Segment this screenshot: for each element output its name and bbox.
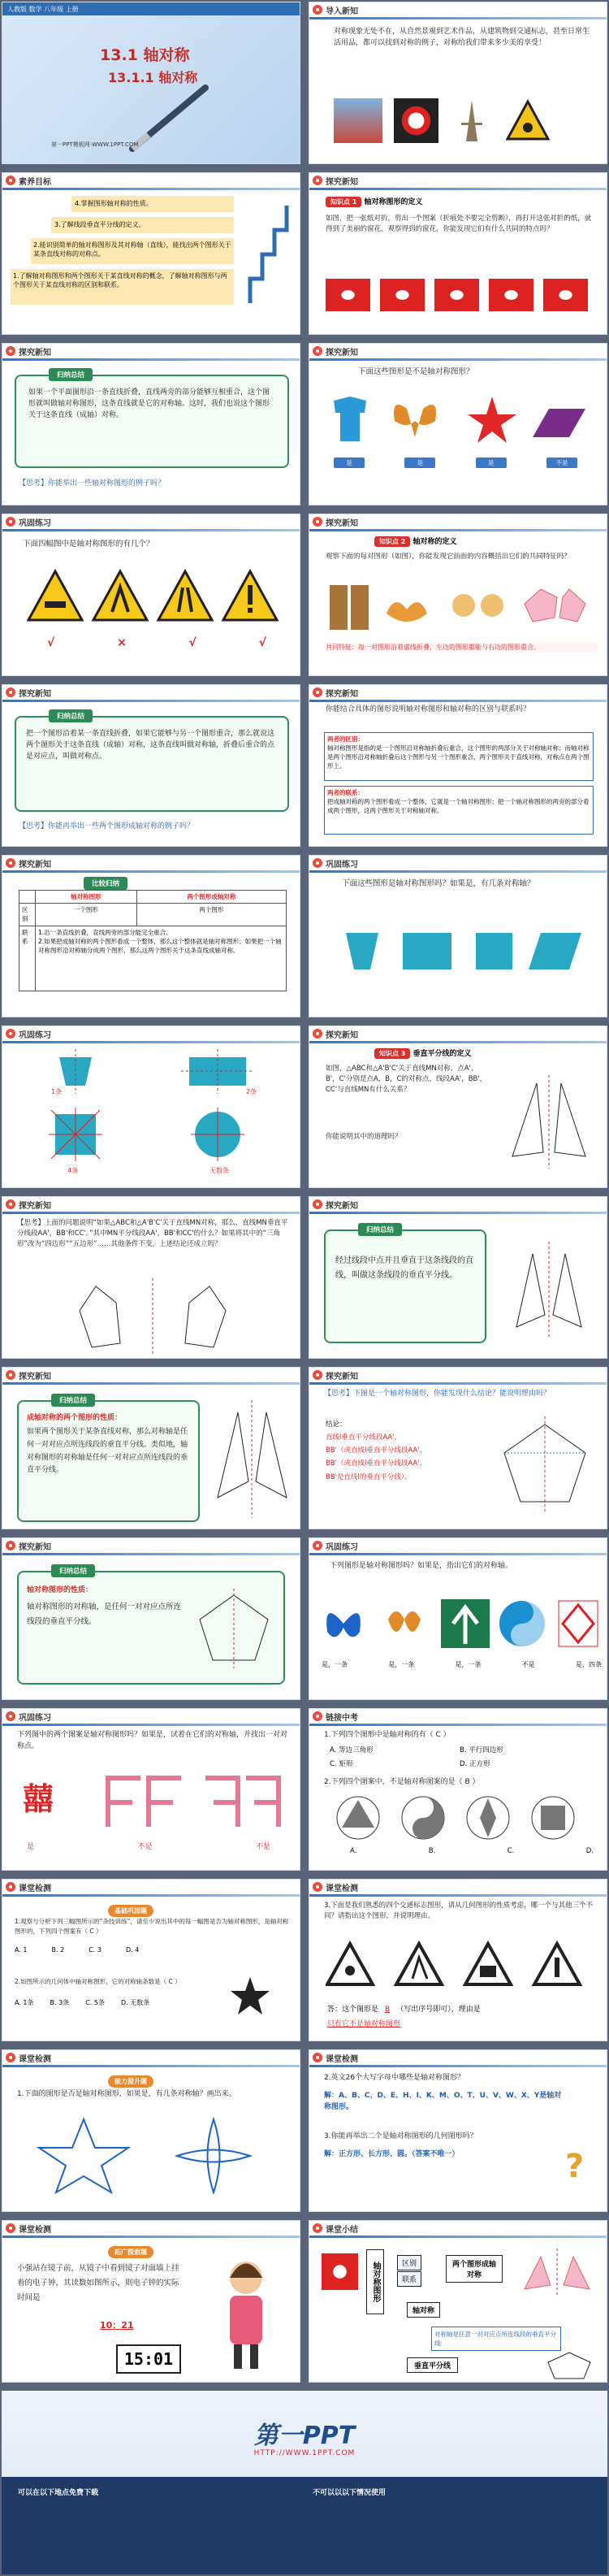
double-happiness-character: 囍 [23, 1781, 54, 1817]
question: 下列图中的两个图案是轴对称图形吗？如果是，试着在它们的对称轴，并找出一对对称点。 [17, 1731, 288, 1750]
tiananmen-image [334, 98, 382, 143]
answer-line: 答：这个图形是 B （写出序号即可），理由是 [327, 2006, 481, 2014]
node-axial-symmetry: 轴对称 [407, 2302, 440, 2318]
s13-slide: 探究新知 知识点 3 垂直平分线的定义 如图，△ABC和△A'B'C'关于直线MN对称，点A'，B'，C'分别是点A，B，C的对称点，线段AA'，BB'，CC'与直线MN有什么关系？ 你能说明其中的道理吗？ [309, 1026, 607, 1188]
letter-pairs [100, 1770, 287, 1835]
s16-slide: 探究新知 归纳总结 成轴对称的两个图形的性质： 如果两个图形关于某条直线对称，那么对称轴是任何一对对应点所连线段的垂直平分线。类似地，轴对称图形的对称轴是任何一对对应点所连线段的垂直平分线。 [2, 1367, 300, 1529]
mirror-triangles [496, 1075, 602, 1173]
q2: 2.英文26个大写字母中哪些是轴对称图形？ [324, 2074, 465, 2082]
summary-text: 如果两个图形关于某条直线对称，那么对称轴是任何一对对应点所连线段的垂直平分线。类似地，轴对称图形的对称轴是任何一对对应点所连线段的垂直平分线。 [27, 1428, 188, 1475]
summary-box [324, 1226, 486, 1343]
summary-text: 如果一个平面图形沿一条直线折叠，直线两旁的部分能够互相重合，这个图形就叫做轴对称图形，这条直线就是它的对称轴。这时，我们也说这个图形关于这条直线（成轴）对称。 [28, 388, 270, 419]
q2-options: A. 1条 B. 3条 C. 5条 D. 无数条 [15, 1999, 150, 2006]
summary-box [17, 1397, 200, 1522]
think-prompt: 【思考】你能举出一些轴对称图形的例子吗？ [19, 479, 166, 488]
question: 3.下面是我们熟悉的四个交通标志图形，请从几何图形的性质考虑，哪一个与其他三个不同？请指出这个图形，并说明理由。 [324, 1902, 594, 1921]
paired-figures [326, 581, 594, 638]
eiffel-tower-image [450, 98, 495, 143]
footer-col-1: 可以在以下地点免费下载 [18, 2489, 99, 2497]
question: 你能结合具体的图形说明轴对称图形和轴对称的区别与联系吗？ [326, 705, 531, 713]
goal-3: 3.了解线段垂直平分线的定义。 [51, 217, 234, 233]
k3-text: 如图，△ABC和△A'B'C'关于直线MN对称，点A'，B'，C'分别是点A，B，C的对称点，线段AA'，BB'，CC'与直线MN有什么关系？ [326, 1065, 487, 1095]
s22-slide: 课堂检测 基础巩固题 1.观察与分析下列三幅图所示的“杂技训练”，请至少说出其中的每一幅图是否为轴对称图形，是轴对称图形的，下列四个图案有（ C ） A. 1 B. 2 C. 3 D. 4 2.如图所示的几何体中轴对称图形，它的对称轴条数是（ C ） A. 1条 B. 3条 C. 5条 D. 无数条 [2, 1879, 300, 2041]
s27-slide: 课堂小结 轴对称图形 区别 联系 两个图形成轴对称 轴对称 对称轴是任意一对对应点所连线段的垂直平分线 垂直平分线 [309, 2220, 607, 2383]
k2-note: 共同特征：每一对图形沿着虚线折叠，左边的图形都能与右边的图形重合。 [326, 643, 598, 653]
summary-box [17, 1568, 285, 1685]
summary-box [15, 713, 289, 812]
girl-illustration [205, 2253, 287, 2375]
goal-2: 2.能识别简单的轴对称图形及其对称轴（直线），能找出两个图形关于某条直线对称的对称点。 [31, 238, 234, 264]
shapes-row [326, 392, 594, 449]
relation-box: 两者的联系： 把成轴对称的两个图形看成一个整体，它就是一个轴对称图形；把一个轴对称图形的两旁的部分看成两个图形，这两个图形关于对称轴对称。 [324, 786, 594, 835]
compare-table: 轴对称图形 两个图形成轴对称 区别 一个图形 两个图形 联系 1.沿一条直线折叠，直线两旁的部分能完全重合。 2.如果把成轴对称的两个图形看成一个整体，那么这个整体就是轴对称图形；如果把一个轴对称图形沿对称轴分成两个图形，那么这两个图形关于这条直线成轴对称。 [19, 890, 287, 991]
level-tag: 拓广探索题 [108, 2242, 153, 2258]
mirror-figure [209, 1400, 295, 1522]
summary-text: 经过线段中点并且垂直于这条线段的直线，叫做这条线段的垂直平分线。 [335, 1256, 473, 1280]
k2-text: 观察下面的每对图形（如图），你能发现它前面的内容概括出它们的共同特征吗？ [326, 553, 571, 561]
summary-title: 轴对称图形的性质： [27, 1586, 93, 1594]
traffic-signs [27, 567, 287, 628]
k2-title-row: 知识点 2 轴对称的定义 [374, 536, 457, 547]
label-4: 无数条 [209, 1167, 229, 1174]
cover-slide [2, 2, 300, 164]
a3: 解：正方形、长方形、圆。（答案不唯一） [324, 2150, 460, 2158]
s26-slide: 课堂检测 拓广探索题 小强站在镜子前，从镜子中看到镜子对面墙上挂着的电子钟，其读数如图所示，则电子钟的实际时间是 10：21 15:01 [2, 2220, 300, 2383]
compare-tag: 比较归纳 [84, 877, 127, 890]
intro-heading: 导入新知 [309, 2, 358, 17]
question: 下面四幅图中是轴对称图形的有几个？ [23, 540, 154, 549]
question-mark-icon: ? [565, 2148, 585, 2185]
question: 1.下面的图形是否是轴对称图形，如果是，有几条对称轴？画出来。 [17, 2090, 236, 2098]
node-bisector: 垂直平分线 [407, 2357, 458, 2373]
stairs-arrow-icon [246, 197, 295, 311]
s17-slide: 探究新知 【思考】下图是一个轴对称图形，你能发现什么结论？能说明理由吗？ 结论： 直线l垂直平分线段AA'， BB'（或直线l垂直平分线段AA'， BB'（或直线l垂直平分线段AA'， BB'是直线l的垂直平分线）。 [309, 1367, 607, 1529]
mirror-figure [516, 2249, 598, 2297]
mirror-polygons [59, 1278, 246, 1355]
level-tag: 基础巩固题 [108, 1901, 153, 1917]
footer-url: HTTP://WWW.1PPT.COM [253, 2449, 356, 2457]
pentagon-icon [545, 2351, 594, 2380]
question: 下面这些图形是轴对称图形吗？如果是，有几条对称轴？ [342, 879, 535, 888]
symmetry-axes-figures [43, 1049, 270, 1171]
think-text: 【思考】上面的问题说明“如果△ABC和△A'B'C'关于直线MN对称，那么，直线MN垂直平分线段AA'，BB'和CC'。”其中MN平分线段AA'，BB'和CC'的什么？如果将其中的“三角形”改为“四边形”“五边形”……其他条件不变，上述结论还成立吗？ [17, 1219, 288, 1249]
q2-figures [334, 1793, 594, 1842]
summary-tag: 归纳总结 [49, 709, 93, 722]
center-node: 轴对称图形 [366, 2249, 384, 2314]
intro-slide [309, 2, 607, 164]
s14-slide: 探究新知 【思考】上面的问题说明“如果△ABC和△A'B'C'关于直线MN对称，那么，直线MN垂直平分线段AA'，BB'和CC'。”其中MN平分线段AA'，BB'和CC'的什么？如果将其中的“三角形”改为“四边形”“五边形”……其他条件不变，上述结论还成立吗？ [2, 1196, 300, 1359]
opera-mask-image [394, 98, 438, 143]
level-tag: 能力提升题 [108, 2071, 153, 2088]
k1-heading: 探究新知 [309, 173, 358, 188]
q3: 3.你能再举出二个是轴对称图形的几何图形吗？ [324, 2132, 477, 2140]
footer-info [2, 2477, 607, 2574]
footer [2, 2391, 607, 2574]
k1-text: 如图，把一张纸对折，剪出一个图案（折痕处不要完全剪断），再打开这张对折的纸，就得到了美丽的窗花。观察得到的窗花，你能发现它们有什么共同的特点吗？ [326, 215, 592, 234]
cover-site: 第一PPT模板网-WWW.1PPT.COM [51, 141, 139, 148]
answer-labels: 是，一条 是，一条 是，一条 不是 是，四条 [322, 1661, 602, 1668]
cover-badge: 人教版 数学 八年级 上册 [2, 2, 300, 15]
s24-slide: 课堂检测 能力提升题 1.下面的图形是否是轴对称图形，如果是，有几条对称轴？画出来。 [2, 2049, 300, 2212]
summary-title: 成轴对称的两个图形的性质： [27, 1414, 123, 1422]
s6-slide: 探究新知 知识点 2 轴对称的定义 观察下面的每对图形（如图），你能发现它前面的内容概括出它们的共同特征吗？ 共同特征：每一对图形沿着虚线折叠，左边的图形都能与右边的图形重合。 [309, 514, 607, 676]
s10-slide: 探究新知 比较归纳 轴对称图形 两个图形成轴对称 区别 一个图形 两个图形 联系 1.沿一条直线折叠，直线两旁的部分能完全重合。 2.如果把成轴对称的两个图形看成一个整体，那么这个整体就是轴对称图形；如果把一个轴对称图形沿对称轴分成两个图形，那么这两个图形关于这条直线成轴对称。 [2, 855, 300, 1017]
node-relation: 联系 [397, 2271, 421, 2287]
s5-slide: 探究新知 归纳总结 如果一个平面图形沿一条直线折叠，直线两旁的部分能够互相重合，这个图形就叫做轴对称图形，这条直线就是它的对称轴。这时，我们也说这个图形关于这条直线（成轴）对称。 【思考】你能举出一些轴对称图形的例子吗？ [2, 343, 300, 505]
a2: 解：A、B、C、D、E、H、I、K、M、O、T、U、V、W、X、Y是轴对称图形。 [324, 2092, 562, 2111]
s11-slide: 巩固练习 下面这些图形是轴对称图形吗？如果是，有几条对称轴？ [309, 855, 607, 1017]
window-flower-image [322, 2253, 358, 2290]
shapes-row [334, 929, 594, 978]
difference-box: 两者的区别： 轴对称图形是指的是一个图形沿对称轴折叠后重合，这个图形的两部分关于对称轴对称；而轴对称是两个图形沿对称轴折叠后这个图形与另一个图形重合，两个图形关于直线对称，对称点在两个图形上。 [324, 732, 594, 781]
summary-tag: 归纳总结 [358, 1223, 402, 1236]
q1: 1.观察与分析下列三幅图所示的“杂技训练”，请至少说出其中的每一幅图是否为轴对称图形，是轴对称图形的，下列四个图案有（ C ） [15, 1918, 289, 1935]
k3-question: 你能说明其中的道理吗？ [326, 1133, 402, 1141]
window-flower-4 [489, 279, 533, 311]
k1-title-row: 知识点 1 轴对称图形的定义 [326, 196, 423, 207]
s20-slide: 巩固练习 下列图中的两个图案是轴对称图形吗？如果是，试着在它们的对称轴，并找出一对对称点。 囍 是 不是 不是 [2, 1708, 300, 1871]
think-prompt: 【思考】你能再举出一些两个图形成轴对称的例子吗？ [19, 822, 195, 830]
footer-logo: 第一PPT [253, 2422, 356, 2450]
node-property: 对称轴是任意一对对应点所连线段的垂直平分线 [431, 2327, 561, 2351]
goal-4: 4.掌握图形轴对称的性质。 [71, 196, 234, 212]
summary-text: 轴对称图形的对称轴，是任何一对对应点所连线段的垂直平分线。 [27, 1602, 182, 1626]
answer-labels: 是 是 是 不是 [334, 458, 577, 468]
label-3: 4条 [67, 1167, 79, 1174]
s12-slide: 巩固练习 1条 2条 4条 无数条 [2, 1026, 300, 1188]
intro-text: 对称现象无处不在，从自然景观到艺术作品，从建筑物到交通标志，甚至日常生活用品，都可以找到对称的例子，对称给我们带来多少美的享受！ [334, 28, 590, 47]
s4-slide: 探究新知 下面这些图形是不是轴对称图形？ 是 是 是 不是 [309, 343, 607, 505]
cover-title: 13.1 轴对称 [100, 46, 190, 64]
answer-marks: √ × √ √ [47, 636, 266, 649]
answer: 10：21 [100, 2320, 134, 2331]
knowledge1-slide [309, 172, 607, 335]
intro-images [334, 98, 551, 143]
window-flower-2 [380, 279, 425, 311]
star-icon [230, 1975, 270, 2016]
summary-tag: 归纳总结 [51, 1564, 95, 1577]
s23-slide: 课堂检测 3.下面是我们熟悉的四个交通标志图形，请从几何图形的性质考虑，哪一个与其他三个不同？请指出这个图形，并说明理由。 答：这个图形是 B （写出序号即可），理由是 只有它不是轴对称图形 [309, 1879, 607, 2041]
s9-slide: 探究新知 归纳总结 把一个图形沿着某一条直线折叠，如果它能够与另一个图形重合，那么就说这两个图形关于这条直线（成轴）对称，这条直线叫做对称轴，折叠后重合的点是对应点，叫做对称点。 【思考】你能再举出一些两个图形成轴对称的例子吗？ [2, 684, 300, 847]
summary-tag: 归纳总结 [51, 1394, 95, 1407]
pentagon-figure [193, 1589, 274, 1670]
summary-text: 把一个图形沿着某一条直线折叠，如果它能够与另一个图形重合，那么就说这两个图形关于这条直线（成轴）对称，这条直线叫做对称轴，折叠后重合的点是对应点，叫做对称点。 [26, 730, 275, 761]
answer-labels: 是 不是 不是 [27, 1843, 270, 1851]
summary-tag: 归纳总结 [49, 368, 93, 381]
window-flower-1 [326, 279, 370, 311]
perpendicular-bisector-figure [504, 1238, 594, 1343]
goals-heading: 素养目标 [2, 173, 51, 188]
figures-row [319, 1595, 599, 1652]
label-1: 1条 [51, 1088, 63, 1095]
q2: 2.下列四个图案中，不是轴对称图案的是（ B ） [324, 1778, 480, 1786]
s15-slide: 探究新知 归纳总结 经过线段中点并且垂直于这条线段的直线，叫做这条线段的垂直平分线。 [309, 1196, 607, 1359]
window-flower-5 [543, 279, 588, 311]
footer-col-2: 不可以以以下情况使用 [313, 2489, 387, 2497]
digital-clock: 15:01 [116, 2344, 181, 2374]
question: 下面这些图形是不是轴对称图形？ [358, 367, 474, 376]
s25-slide: 课堂检测 2.英文26个大写字母中哪些是轴对称图形？ 解：A、B、C、D、E、H、I、K、M、O、T、U、V、W、X、Y是轴对称图形。 3.你能再举出二个是轴对称图形的几何图形吗？ 解：正方形、长方形、圆。（答案不唯一） ? [309, 2049, 607, 2212]
k3-title-row: 知识点 3 垂直平分线的定义 [374, 1047, 472, 1059]
traffic-signs [326, 1940, 594, 1988]
pentagon-figure [492, 1416, 598, 1514]
cover-subtitle: 13.1.1 轴对称 [108, 70, 198, 85]
question: 小强站在镜子前，从镜子中看到镜子对面墙上挂着的电子钟，其读数如图所示，则电子钟的实际时间是 [17, 2264, 179, 2303]
q1-options: A. 1 B. 2 C. 3 D. 4 [15, 1946, 140, 1954]
label-2: 2条 [246, 1088, 257, 1095]
s18-slide: 探究新知 归纳总结 轴对称图形的性质： 轴对称图形的对称轴，是任何一对对应点所连线段的垂直平分线。 [2, 1537, 300, 1700]
q1: 1.下列四个图形中是轴对称的有（ C ） [324, 1731, 451, 1739]
s8-slide: 探究新知 你能结合具体的图形说明轴对称图形和轴对称的区别与联系吗？ 两者的区别： 轴对称图形是指的是一个图形沿对称轴折叠后重合，这个图形的两部分关于对称轴对称；而轴对称是两个图形沿对称轴折叠后这个图形与另一个图形重合，两个图形关于直线对称，对称点在两个图形上。 两者的联系： 把成轴对称的两个图形看成一个整体，它就是一个轴对称图形；把一个轴对称图形的两旁的部分看成两个图形，这两个图形关于对称轴对称。 [309, 684, 607, 847]
conclusion: 结论： 直线l垂直平分线段AA'， BB'（或直线l垂直平分线段AA'， BB'（或直线l垂直平分线段AA'， BB'是直线l的垂直平分线）。 [326, 1420, 427, 1481]
goal-1: 1.了解轴对称图形和两个图形关于某直线对称的概念，了解轴对称图形与两个图形关于某直线对称的区别和联系。 [11, 269, 234, 305]
node-two-figures: 两个图形成轴对称 [446, 2255, 503, 2283]
s7-slide: 巩固练习 下面四幅图中是轴对称图形的有几个？ √ × √ √ [2, 514, 300, 676]
window-flowers [326, 279, 588, 311]
star-figures [27, 2115, 279, 2197]
s19-slide: 巩固练习 下列图形是轴对称图形吗？如果是，指出它们的对称轴。 是，一条 是，一条 是，一条 不是 是，四条 [309, 1537, 607, 1700]
reason: 只有它不是轴对称图形 [327, 2020, 401, 2028]
q2-options: A. B. C. D. [350, 1847, 594, 1855]
bullet-icon [313, 5, 322, 15]
warning-sign-image [506, 98, 551, 143]
s21-slide: 链接中考 1.下列四个图形中是轴对称的有（ C ） A. 等边三角形 B. 平行四边形 C. 矩形 D. 正方形 2.下列四个图案中，不是轴对称图案的是（ B ） A. B. C. D. [309, 1708, 607, 1871]
question: 下列图形是轴对称图形吗？如果是，指出它们的对称轴。 [330, 1562, 513, 1570]
window-flower-3 [434, 279, 479, 311]
q2: 2.如图所示的几何体中轴对称图形，它的对称轴条数是（ C ） [15, 1978, 181, 1985]
q1-options: A. 等边三角形 B. 平行四边形 C. 矩形 D. 正方形 [330, 1746, 503, 1768]
think-prompt: 【思考】下图是一个轴对称图形，你能发现什么结论？能说明理由吗？ [324, 1390, 551, 1398]
summary-box [15, 371, 289, 468]
node-difference: 区别 [397, 2255, 421, 2270]
goals-slide [2, 172, 300, 335]
